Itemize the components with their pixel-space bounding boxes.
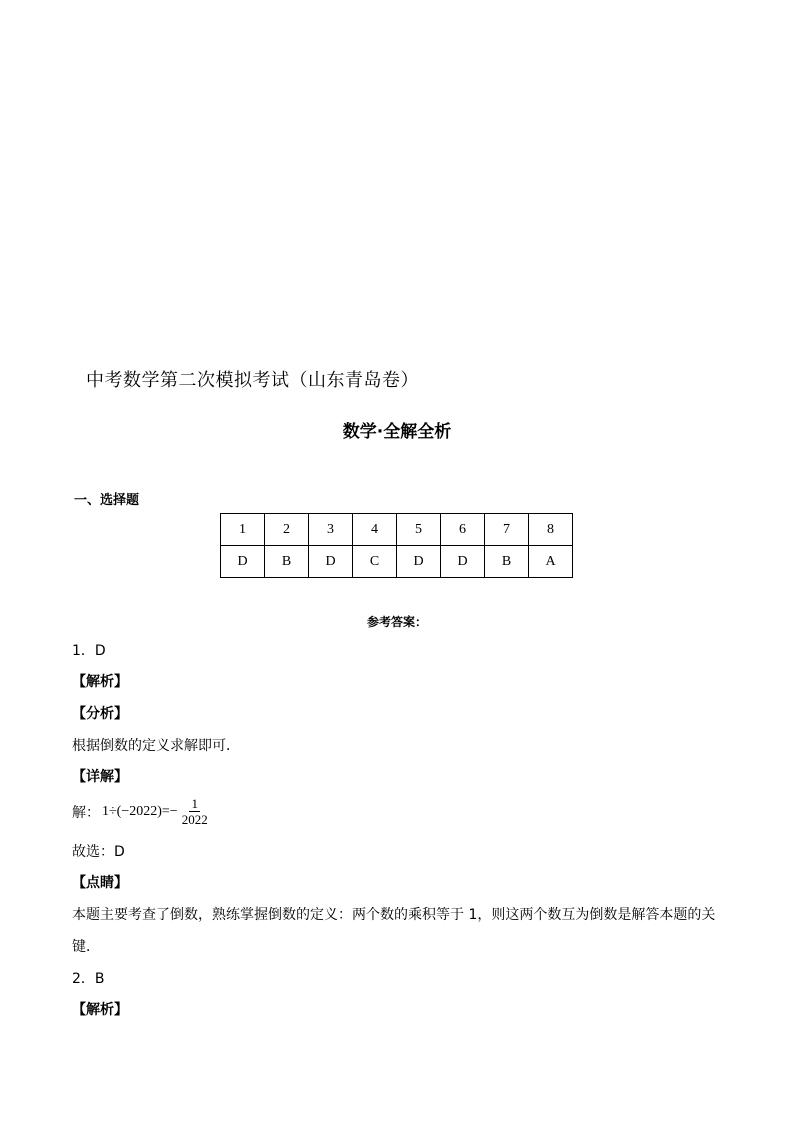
question-number-cell: 6 (441, 514, 485, 546)
answer-cell: D (397, 546, 441, 578)
q1-solution-expression: 1÷(−2022)=− (102, 803, 178, 819)
q1-dianjing-text-line2: 键． (72, 939, 100, 955)
q1-dianjing-text-line1: 本题主要考查了倒数，熟练掌握倒数的定义：两个数的乘积等于 1，则这两个数互为倒数是解答本题的关 (72, 907, 716, 923)
answer-cell: D (309, 546, 353, 578)
answer-cell: D (221, 546, 265, 578)
q1-fenxi-heading: 【分析】 (72, 706, 128, 722)
question-number-cell: 4 (353, 514, 397, 546)
answer-cell: B (265, 546, 309, 578)
answer-table-number-row (221, 514, 573, 546)
q1-answer-label: 1．D (72, 643, 106, 659)
answer-table-answer-row (221, 546, 573, 578)
section-heading-choice: 一、选择题 (74, 493, 140, 508)
q1-dianjing-heading: 【点睛】 (72, 875, 128, 891)
q2-answer-label: 2．B (72, 971, 105, 987)
exam-title: 中考数学第二次模拟考试（山东青岛卷） (86, 370, 419, 391)
answer-cell: B (485, 546, 529, 578)
question-number-cell: 1 (221, 514, 265, 546)
question-number-cell: 3 (309, 514, 353, 546)
reference-answers-heading: 参考答案： (366, 615, 427, 629)
question-number-cell: 7 (485, 514, 529, 546)
q2-jiexi-heading: 【解析】 (72, 1002, 128, 1018)
answer-cell: D (441, 546, 485, 578)
q1-solution-prefix: 解： (72, 804, 100, 821)
question-number-cell: 2 (265, 514, 309, 546)
exam-subtitle: 数学·全解全析 (342, 422, 452, 442)
q1-xiangjie-heading: 【详解】 (72, 769, 128, 785)
q1-solution-formula (72, 796, 210, 827)
answer-cell: C (353, 546, 397, 578)
q1-jiexi-heading: 【解析】 (72, 674, 128, 690)
fraction-denominator: 2022 (181, 812, 208, 827)
answer-cell: A (529, 546, 573, 578)
q1-fenxi-text: 根据倒数的定义求解即可． (72, 738, 240, 754)
q1-fraction (180, 796, 210, 827)
q1-choice-text: 故选：D (72, 844, 125, 860)
answer-table (220, 513, 573, 578)
fraction-numerator: 1 (191, 796, 198, 811)
question-number-cell: 5 (397, 514, 441, 546)
question-number-cell: 8 (529, 514, 573, 546)
